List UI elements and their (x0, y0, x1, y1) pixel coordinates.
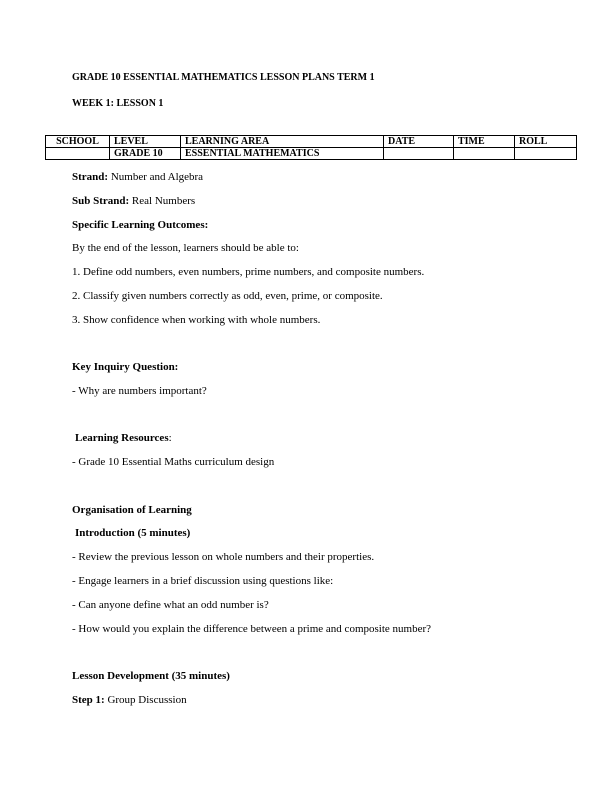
step-1-value: Group Discussion (104, 694, 187, 706)
sub-strand (72, 195, 195, 207)
introduction-heading: Introduction (5 minutes) (75, 527, 191, 539)
resources-label: Learning Resources (75, 432, 169, 444)
table-header: DATE (384, 136, 454, 148)
intro-item: - Engage learners in a brief discussion using questions like: (72, 575, 334, 587)
strand (72, 171, 203, 183)
resources-colon: : (168, 432, 172, 444)
table-header: ROLL (515, 136, 577, 148)
table-cell: GRADE 10 (110, 148, 181, 160)
lesson-info-table (45, 135, 577, 160)
step-1 (72, 694, 187, 706)
development-heading: Lesson Development (35 minutes) (72, 670, 230, 682)
table-header: SCHOOL (46, 136, 110, 148)
table-cell (454, 148, 515, 160)
organisation-heading: Organisation of Learning (72, 504, 192, 516)
intro-item: - Review the previous lesson on whole numbers and their properties. (72, 551, 375, 563)
table-header-row (46, 136, 577, 148)
table-row (46, 148, 577, 160)
outcomes-intro: By the end of the lesson, learners should be able to: (72, 242, 299, 254)
document-title: GRADE 10 ESSENTIAL MATHEMATICS LESSON PLANS TERM 1 (72, 72, 375, 83)
table-header: LEARNING AREA (181, 136, 384, 148)
table-cell: ESSENTIAL MATHEMATICS (181, 148, 384, 160)
outcomes-heading: Specific Learning Outcomes: (72, 219, 209, 231)
sub-strand-value: Real Numbers (129, 195, 196, 207)
table-header: LEVEL (110, 136, 181, 148)
outcome-item: 3. Show confidence when working with whole numbers. (72, 314, 321, 326)
week-heading: WEEK 1: LESSON 1 (72, 98, 164, 109)
inquiry-heading: Key Inquiry Question: (72, 361, 179, 373)
table-cell (384, 148, 454, 160)
sub-strand-label: Sub Strand: (72, 195, 130, 207)
intro-item: - How would you explain the difference between a prime and composite number? (72, 623, 432, 635)
resources-heading (75, 432, 172, 444)
strand-label: Strand: (72, 171, 109, 183)
table-header: TIME (454, 136, 515, 148)
inquiry-question: - Why are numbers important? (72, 385, 207, 397)
outcome-item: 2. Classify given numbers correctly as odd, even, prime, or composite. (72, 290, 383, 302)
outcome-item: 1. Define odd numbers, even numbers, prime numbers, and composite numbers. (72, 266, 425, 278)
table-cell (46, 148, 110, 160)
strand-value: Number and Algebra (108, 171, 204, 183)
step-1-label: Step 1: (72, 694, 105, 706)
table-cell (515, 148, 577, 160)
intro-item: - Can anyone define what an odd number is? (72, 599, 269, 611)
resources-item: - Grade 10 Essential Maths curriculum design (72, 456, 275, 468)
